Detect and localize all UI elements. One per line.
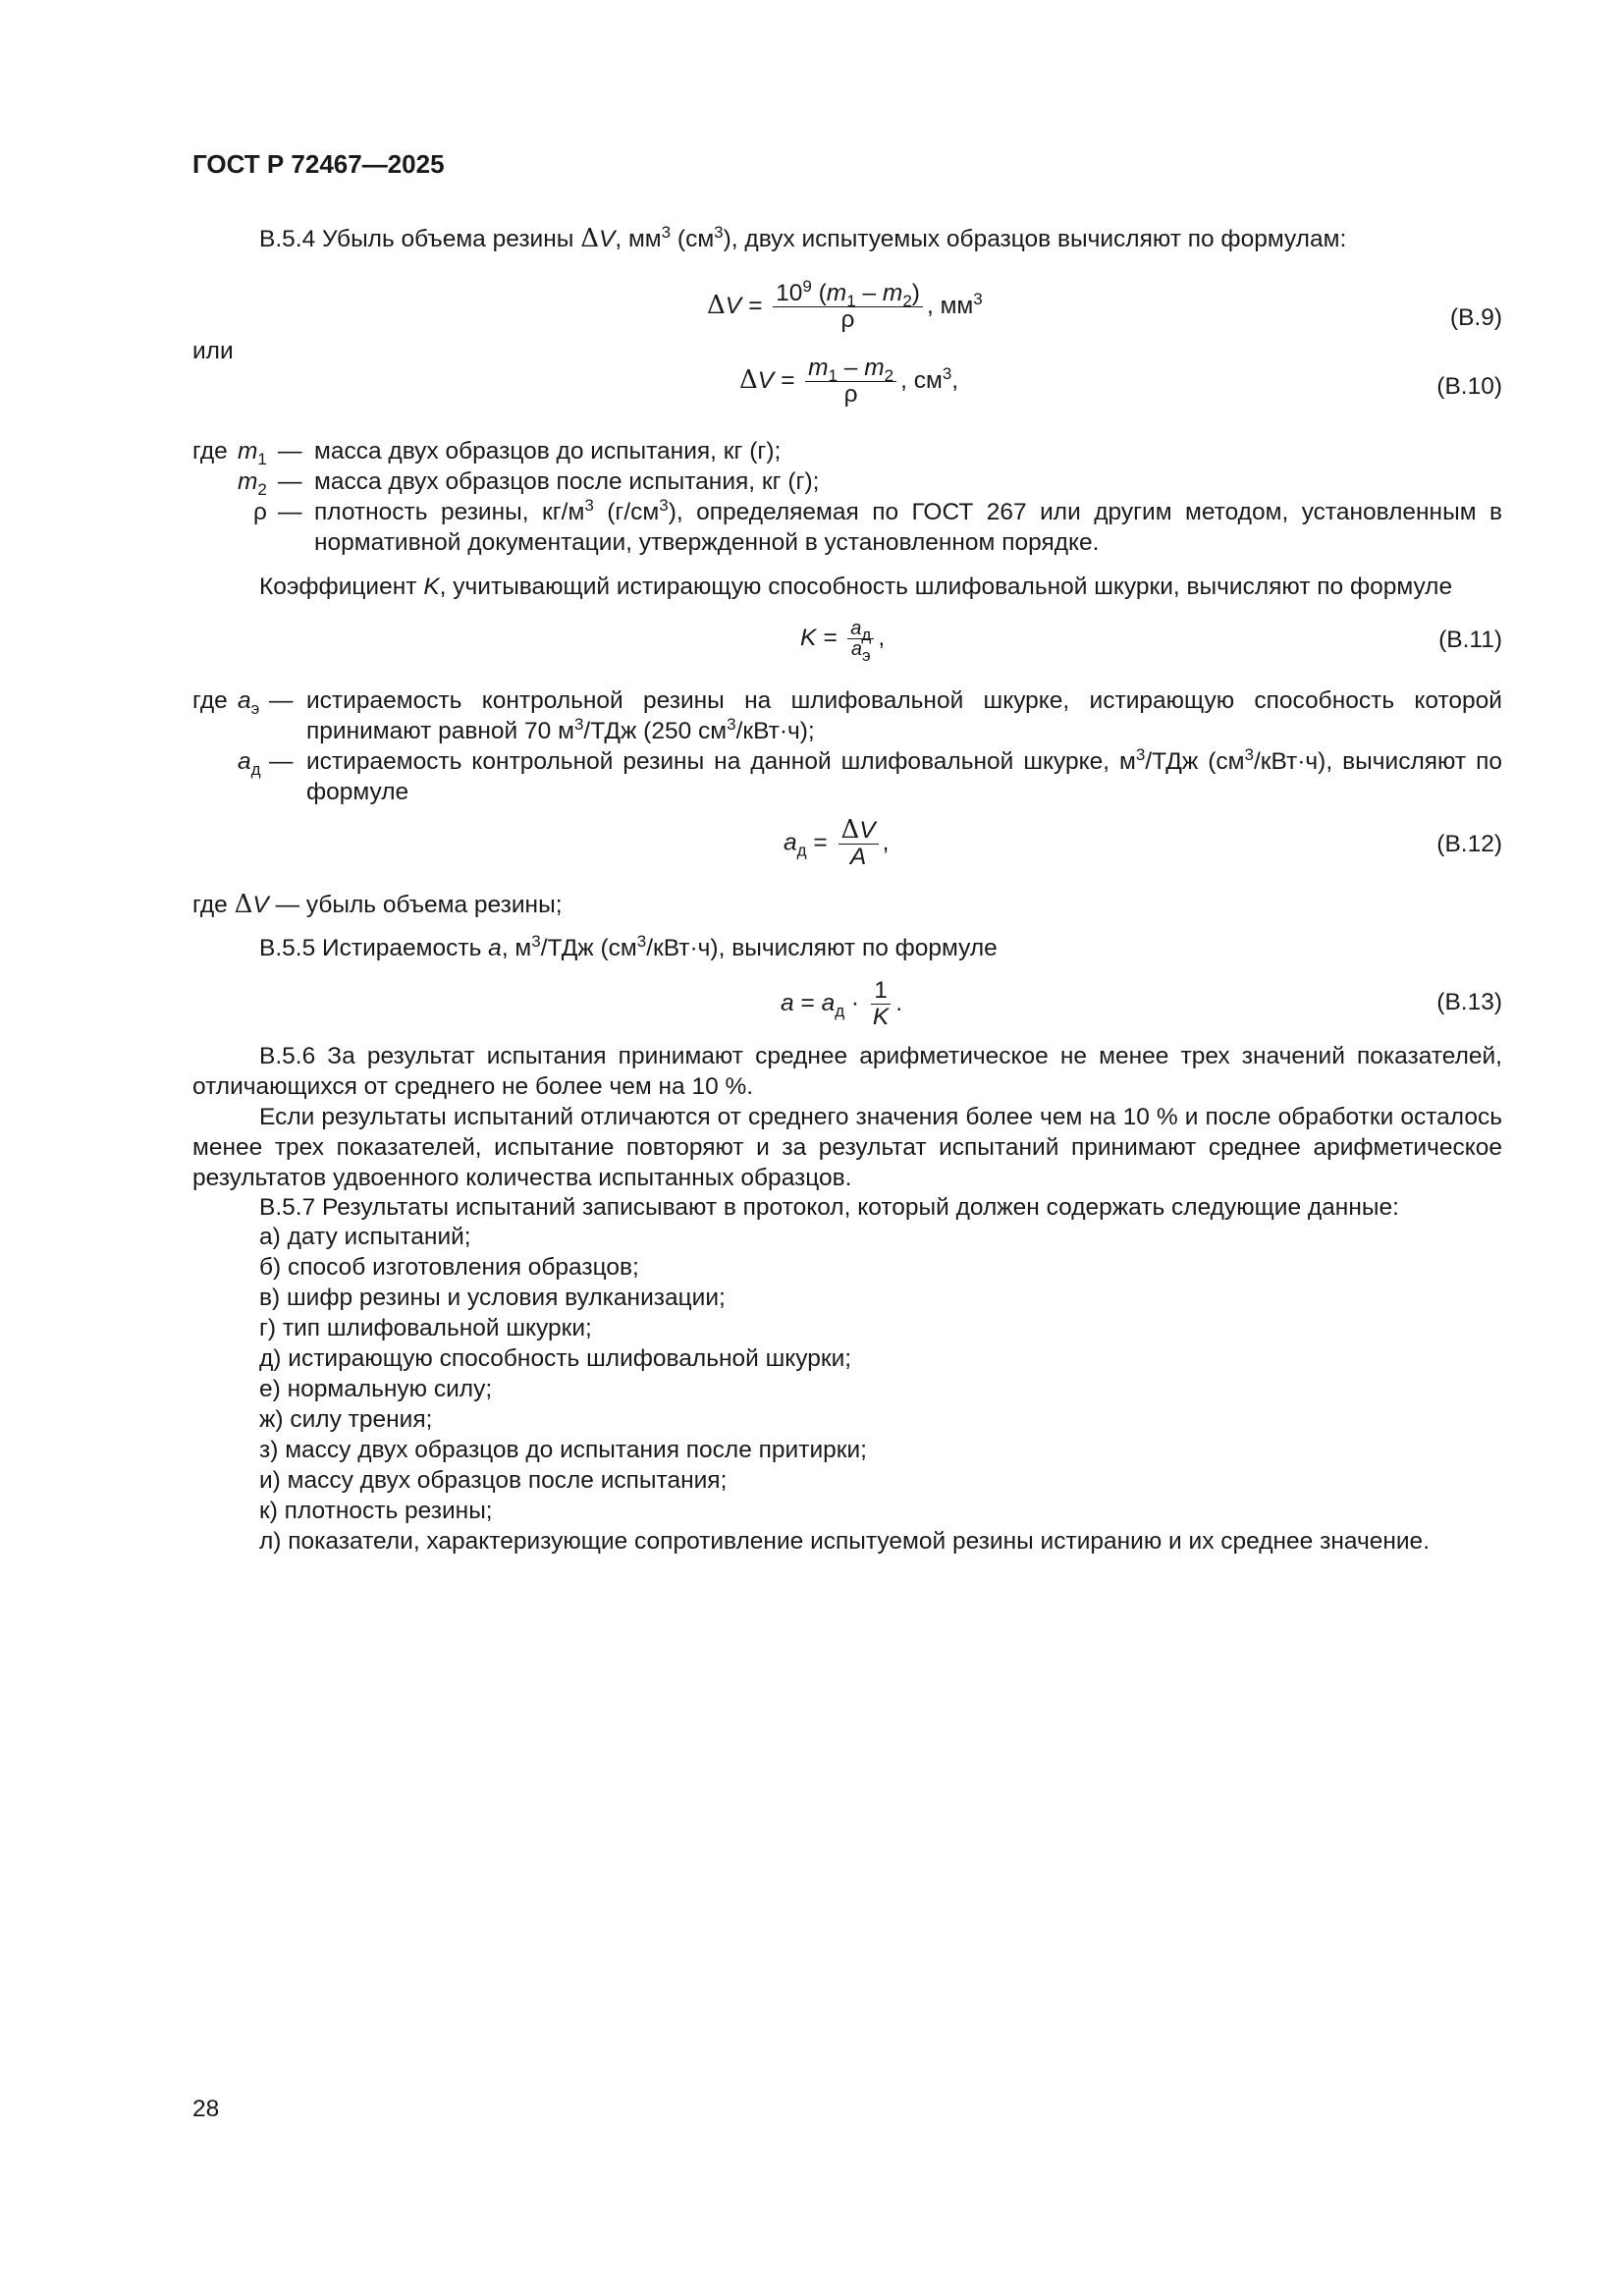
list-item: б) способ изготовления образцов; xyxy=(259,1254,639,1281)
list-item: з) массу двух образцов до испытания после притирки; xyxy=(259,1437,867,1463)
where-rho-text: плотность резины, $кг/м^3$ $(г/см^3)$, определяемая по ГОСТ 267 или другим методом, установленным в нормативной документации, утвержденной в установленном порядке. xyxy=(314,496,1502,556)
paragraph-b57: В.5.7 Результаты испытаний записывают в протокол, который должен содержать следующие данные: xyxy=(259,1194,1399,1221)
equation-number-b9: (В.9) xyxy=(1449,304,1502,331)
paragraph-b55: В.5.5 Истираемость a, $м^3$/ТДж $(см^3/кВт\cdot ч)$, вычисляют по формуле xyxy=(259,932,998,961)
equation-number-b12: (В.12) xyxy=(1436,831,1502,857)
paragraph-b56: В.5.6 За результат испытания принимают среднее арифметическое не менее трех значений показателей, отличающихся от среднего не более чем на 10 %. xyxy=(192,1043,1502,1100)
equation-number-b11: (В.11) xyxy=(1438,627,1502,653)
list-item: к) плотность резины; xyxy=(259,1498,493,1524)
where-block-3: где ΔV — убыль объема резины; xyxy=(192,890,563,919)
list-item: е) нормальную силу; xyxy=(259,1376,493,1402)
b54-text: В.5.4 Убыль объема резины xyxy=(259,226,574,252)
where-block-1: где $m_1$ — масса двух образцов до испытания, кг (г); $m_2$ — масса двух образцов после испытания, кг (г); ρ — плотность резины, $кг/м^3$ $(г/см^3)$, определяемая по ГОСТ 267 или другим методом, установленным в нормативной документации, утвержденной в установленном порядке. xyxy=(192,438,1502,556)
where-m1-text: масса двух образцов до испытания, кг (г); xyxy=(314,438,782,465)
document-header: ГОСТ Р 72467—2025 xyxy=(192,149,445,179)
formula-b12: $a_д$ = $\frac{\Delta V}{A}$ , xyxy=(784,815,890,870)
k-intro: Коэффициент K, учитывающий истирающую способность шлифовальной шкурки, вычисляют по формуле xyxy=(259,574,1453,600)
formula-b13: $a = a_д$ · $\frac{1}{K}$ . xyxy=(781,977,903,1030)
formula-b11: K = $\frac{a_д}{a_э}$ , xyxy=(800,618,886,665)
where-m2-text: масса двух образцов после испытания, кг (г); xyxy=(314,468,820,495)
formula-b10: ΔV = $\frac{m_1 - m_2}{\rho}$ , $см^3$, xyxy=(739,355,959,408)
list-item: в) шифр резины и условия вулканизации; xyxy=(259,1285,726,1311)
paragraph-b56-2: Если результаты испытаний отличаются от среднего значения более чем на 10 % и после обработки осталось менее трех показателей, испытание повторяют и за результат испытаний принимают среднее арифметическое результатов удвоенного количества испытанных образцов. xyxy=(192,1104,1502,1191)
paragraph-b54: В.5.4 Убыль объема резины ΔV, $мм^3$ $(см^3)$, двух испытуемых образцов вычисляют по формулам: xyxy=(259,223,1347,253)
where-block-2: где $a_э$ — истираемость контрольной резины на шлифовальной шкурке, истирающую способность которой принимают равной 70 $м^3$/ТДж (250 $см^3/кВт\cdot ч$); $a_д$ — истираемость контрольной резины на данной шлифовальной шкурке, $м^3$/ТДж $(см^3/кВт\cdot ч)$, вычисляют по формуле xyxy=(192,687,1502,805)
page-number: 28 xyxy=(192,2096,220,2122)
or-word: или xyxy=(192,338,234,364)
where-ae-text: истираемость контрольной резины на шлифовальной шкурке, истирающую способность которой принимают равной 70 $м^3$/ТДж (250 $см^3/кВт\cdot ч$); xyxy=(306,687,1502,744)
where-ad-text: истираемость контрольной резины на данной шлифовальной шкурке, $м^3$/ТДж $(см^3/кВт\cdot ч)$, вычисляют по формуле xyxy=(306,745,1502,805)
list-item: г) тип шлифовальной шкурки; xyxy=(259,1315,592,1341)
list-item: л) показатели, характеризующие сопротивление испытуемой резины истиранию и их среднее значение. xyxy=(259,1528,1430,1555)
list-item: д) истирающую способность шлифовальной шкурки; xyxy=(259,1345,852,1372)
list-item: и) массу двух образцов после испытания; xyxy=(259,1467,728,1494)
formula-b9: ΔV = $\frac{10^9 (m_1 - m_2)}{\rho}$ , $мм^3$ xyxy=(707,277,983,333)
list-item: ж) силу трения; xyxy=(259,1406,433,1433)
list-item: а) дату испытаний; xyxy=(259,1224,471,1250)
equation-number-b13: (В.13) xyxy=(1436,989,1502,1015)
equation-number-b10: (В.10) xyxy=(1436,373,1502,400)
protocol-list xyxy=(259,1222,1430,1557)
